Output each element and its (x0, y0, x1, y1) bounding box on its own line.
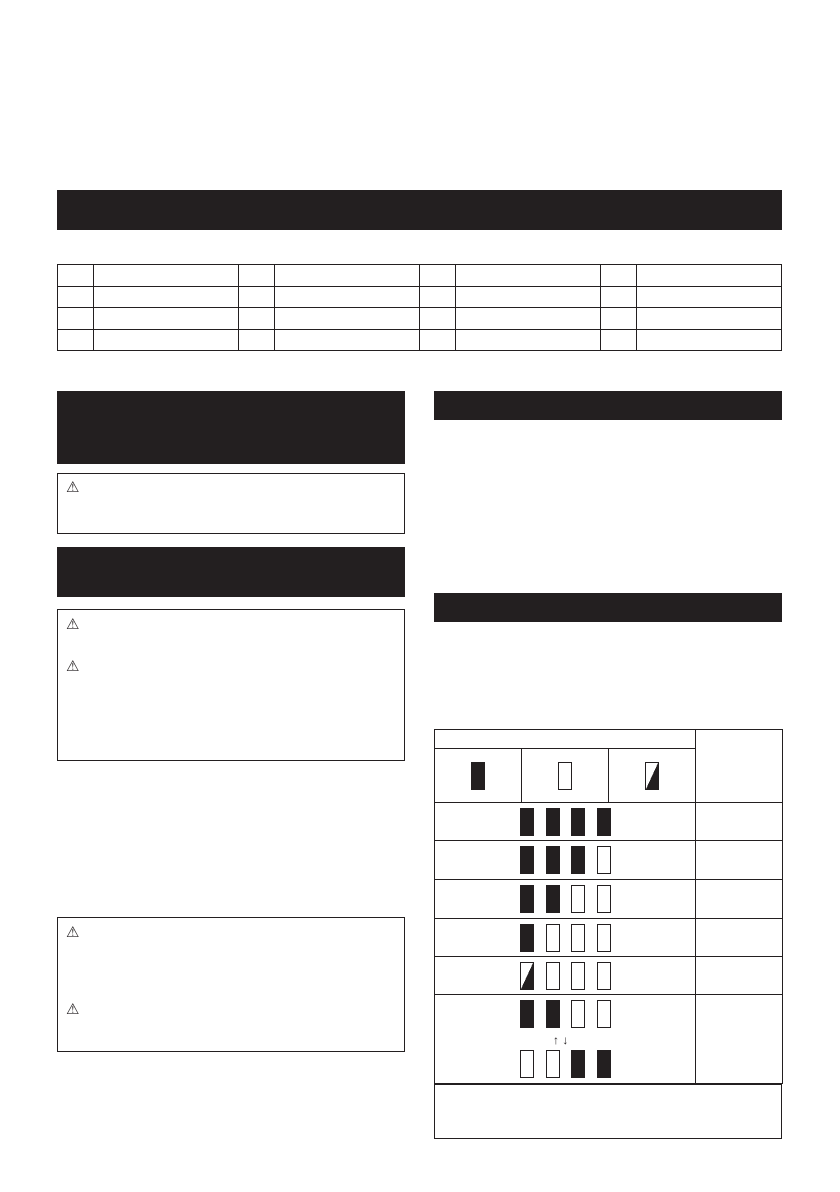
legend-lamp-on-icon (471, 762, 485, 790)
warning-triangle-icon: ⚠ (66, 616, 80, 633)
section-1-header (57, 391, 405, 464)
lamp-row-6 (435, 995, 696, 1084)
warning-triangle-icon: ⚠ (66, 1001, 80, 1018)
capacity-cell (696, 995, 783, 1084)
warning-box-3 (57, 917, 405, 1052)
top-section-banner (57, 190, 782, 230)
table-row (58, 329, 782, 351)
indicator-lamp-off-icon (597, 962, 611, 990)
capacity-cell (696, 803, 783, 841)
indicator-lamp-on-icon (520, 924, 534, 952)
warning-triangle-icon: ⚠ (66, 658, 80, 675)
indicator-lamp-off-icon (571, 1000, 585, 1028)
capacity-cell (696, 880, 783, 919)
section-2-header (57, 547, 405, 597)
lamp-row-5 (435, 957, 696, 995)
note-box (434, 1084, 782, 1139)
warning-triangle-icon: ⚠ (66, 479, 80, 496)
indicator-lamp-half-icon (520, 962, 534, 990)
table-row (435, 880, 783, 919)
indicator-lamp-off-icon (597, 885, 611, 913)
table-row (58, 265, 782, 287)
section-3-header (434, 391, 782, 420)
indicator-lamp-off-icon (546, 924, 560, 952)
indicator-lamp-on-icon (520, 885, 534, 913)
indicator-lamp-on-icon (520, 1000, 534, 1028)
indicator-lamp-off-icon (571, 962, 585, 990)
indicator-lamp-on-icon (546, 846, 560, 874)
alternating-arrows-icon: ↑ ↓ (553, 1033, 569, 1047)
legend-lamp-off-icon (558, 762, 572, 790)
table-row (58, 286, 782, 308)
indicator-lamp-table (434, 729, 783, 1084)
indicator-lamp-on-icon (571, 808, 585, 836)
indicator-lamp-off-icon (546, 962, 560, 990)
capacity-cell (696, 957, 783, 995)
indicator-lamp-off-icon (571, 885, 585, 913)
indicator-header-cell (435, 730, 696, 749)
indicator-lamp-on-icon (520, 808, 534, 836)
legend-blinking-cell (609, 749, 696, 803)
legend-lighted-cell (435, 749, 522, 803)
indicator-lamp-off-icon (597, 846, 611, 874)
lamp-row-2 (435, 841, 696, 880)
table-row (435, 957, 783, 995)
indicator-lamp-on-icon (520, 846, 534, 874)
lamp-row-4 (435, 919, 696, 957)
lamp-row-3 (435, 880, 696, 919)
table-row (435, 995, 783, 1084)
indicator-lamp-off-icon (597, 1000, 611, 1028)
indicator-lamp-on-icon (597, 808, 611, 836)
table-row (435, 803, 783, 841)
legend-lamp-blinking-icon (645, 762, 659, 790)
remaining-capacity-header-cell (696, 730, 783, 803)
indicator-lamp-on-icon (571, 846, 585, 874)
warning-box-2 (57, 609, 405, 761)
indicator-lamp-on-icon (546, 808, 560, 836)
warning-box-1 (57, 473, 405, 534)
indicator-lamp-on-icon (597, 1050, 611, 1078)
indicator-lamp-on-icon (546, 1000, 560, 1028)
indicator-lamp-on-icon (571, 1050, 585, 1078)
indicator-lamp-off-icon (597, 924, 611, 952)
warning-triangle-icon: ⚠ (66, 924, 80, 941)
indicator-lamp-off-icon (520, 1050, 534, 1078)
capacity-cell (696, 919, 783, 957)
section-4-header (434, 593, 782, 622)
table-row (435, 841, 783, 880)
table-row (435, 730, 783, 749)
indicator-lamp-on-icon (546, 885, 560, 913)
indicator-lamp-off-icon (546, 1050, 560, 1078)
legend-off-cell (522, 749, 609, 803)
indicator-lamp-off-icon (571, 924, 585, 952)
parts-table (57, 264, 782, 351)
lamp-row-1 (435, 803, 696, 841)
table-row (435, 919, 783, 957)
table-row (58, 308, 782, 330)
capacity-cell (696, 841, 783, 880)
